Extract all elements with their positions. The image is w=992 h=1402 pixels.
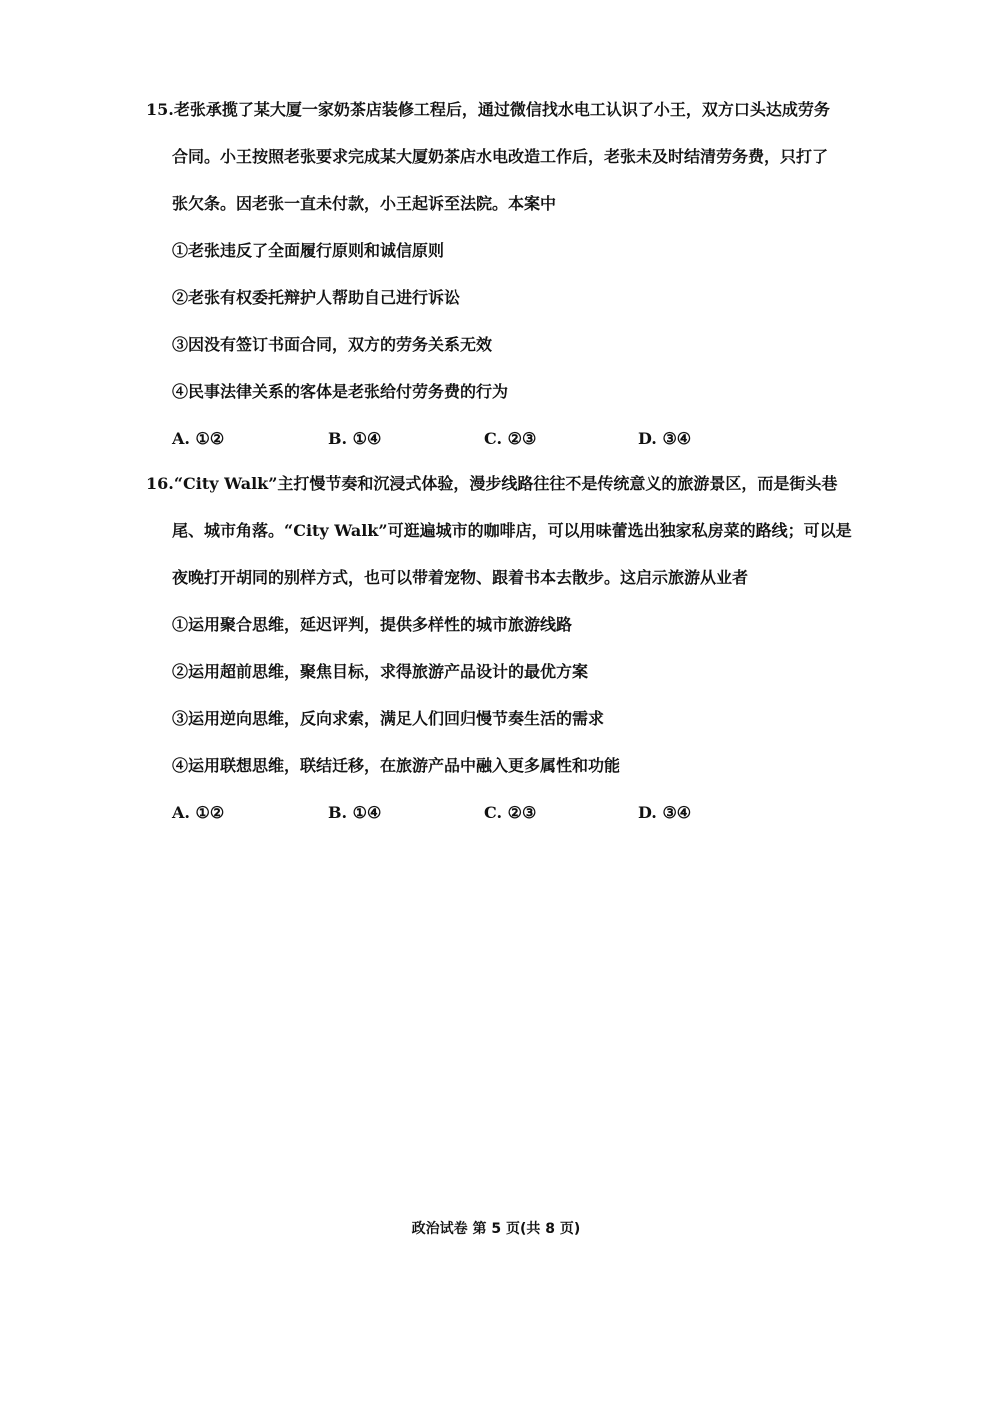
option-c[interactable]: C. ②③ [484, 429, 537, 448]
question-number: 15. [146, 100, 174, 119]
statement-4: ④民事法律关系的客体是老张给付劳务费的行为 [172, 382, 509, 401]
statement-2: ②老张有权委托辩护人帮助自己进行诉讼 [172, 288, 461, 307]
statement-3: ③因没有签订书面合同，双方的劳务关系无效 [172, 335, 493, 354]
question-number: 16. [146, 474, 174, 493]
option-c[interactable]: C. ②③ [484, 803, 537, 822]
stem-text: 老张承揽了某大厦一家奶茶店装修工程后，通过微信找水电工认识了小王，双方口头达成劳务 [173, 100, 830, 119]
answer-options [146, 789, 866, 836]
stem-line [146, 460, 866, 507]
statement-2: ②运用超前思维，聚焦目标，求得旅游产品设计的最优方案 [172, 662, 589, 681]
statement-1: ①运用聚合思维，延迟评判，提供多样性的城市旅游线路 [172, 615, 573, 634]
statement-3: ③运用逆向思维，反向求索，满足人们回归慢节奏生活的需求 [172, 709, 605, 728]
option-a[interactable]: A. ①② [172, 803, 225, 822]
question-15 [146, 86, 866, 462]
stem-line [146, 86, 866, 133]
option-a[interactable]: A. ①② [172, 429, 225, 448]
stem-line: 张欠条。因老张一直未付款，小王起诉至法院。本案中 [172, 194, 557, 213]
question-16 [146, 460, 866, 836]
stem-text: “City Walk”主打慢节奏和沉浸式体验，漫步线路往往不是传统意义的旅游景区，而是街头巷 [173, 474, 838, 493]
option-d[interactable]: D. ③④ [638, 803, 692, 822]
question-stem [146, 86, 866, 227]
option-b[interactable]: B. ①④ [328, 803, 382, 822]
statement-1: ①老张违反了全面履行原则和诚信原则 [172, 241, 445, 260]
stem-line: 合同。小王按照老张要求完成某大厦奶茶店水电改造工作后，老张未及时结清劳务费，只打了 [172, 147, 829, 166]
stem-line: 夜晚打开胡同的别样方式，也可以带着宠物、跟着书本去散步。这启示旅游从业者 [172, 568, 749, 587]
statement-4: ④运用联想思维，联结迁移，在旅游产品中融入更多属性和功能 [172, 756, 621, 775]
question-stem [146, 460, 866, 601]
option-d[interactable]: D. ③④ [638, 429, 692, 448]
stem-line: 尾、城市角落。“City Walk”可逛遍城市的咖啡店，可以用味蕾选出独家私房菜的路线；可以是 [172, 521, 852, 540]
page-footer: 政治试卷 第 5 页(共 8 页) [411, 1221, 581, 1237]
answer-options [146, 415, 866, 462]
option-b[interactable]: B. ①④ [328, 429, 382, 448]
